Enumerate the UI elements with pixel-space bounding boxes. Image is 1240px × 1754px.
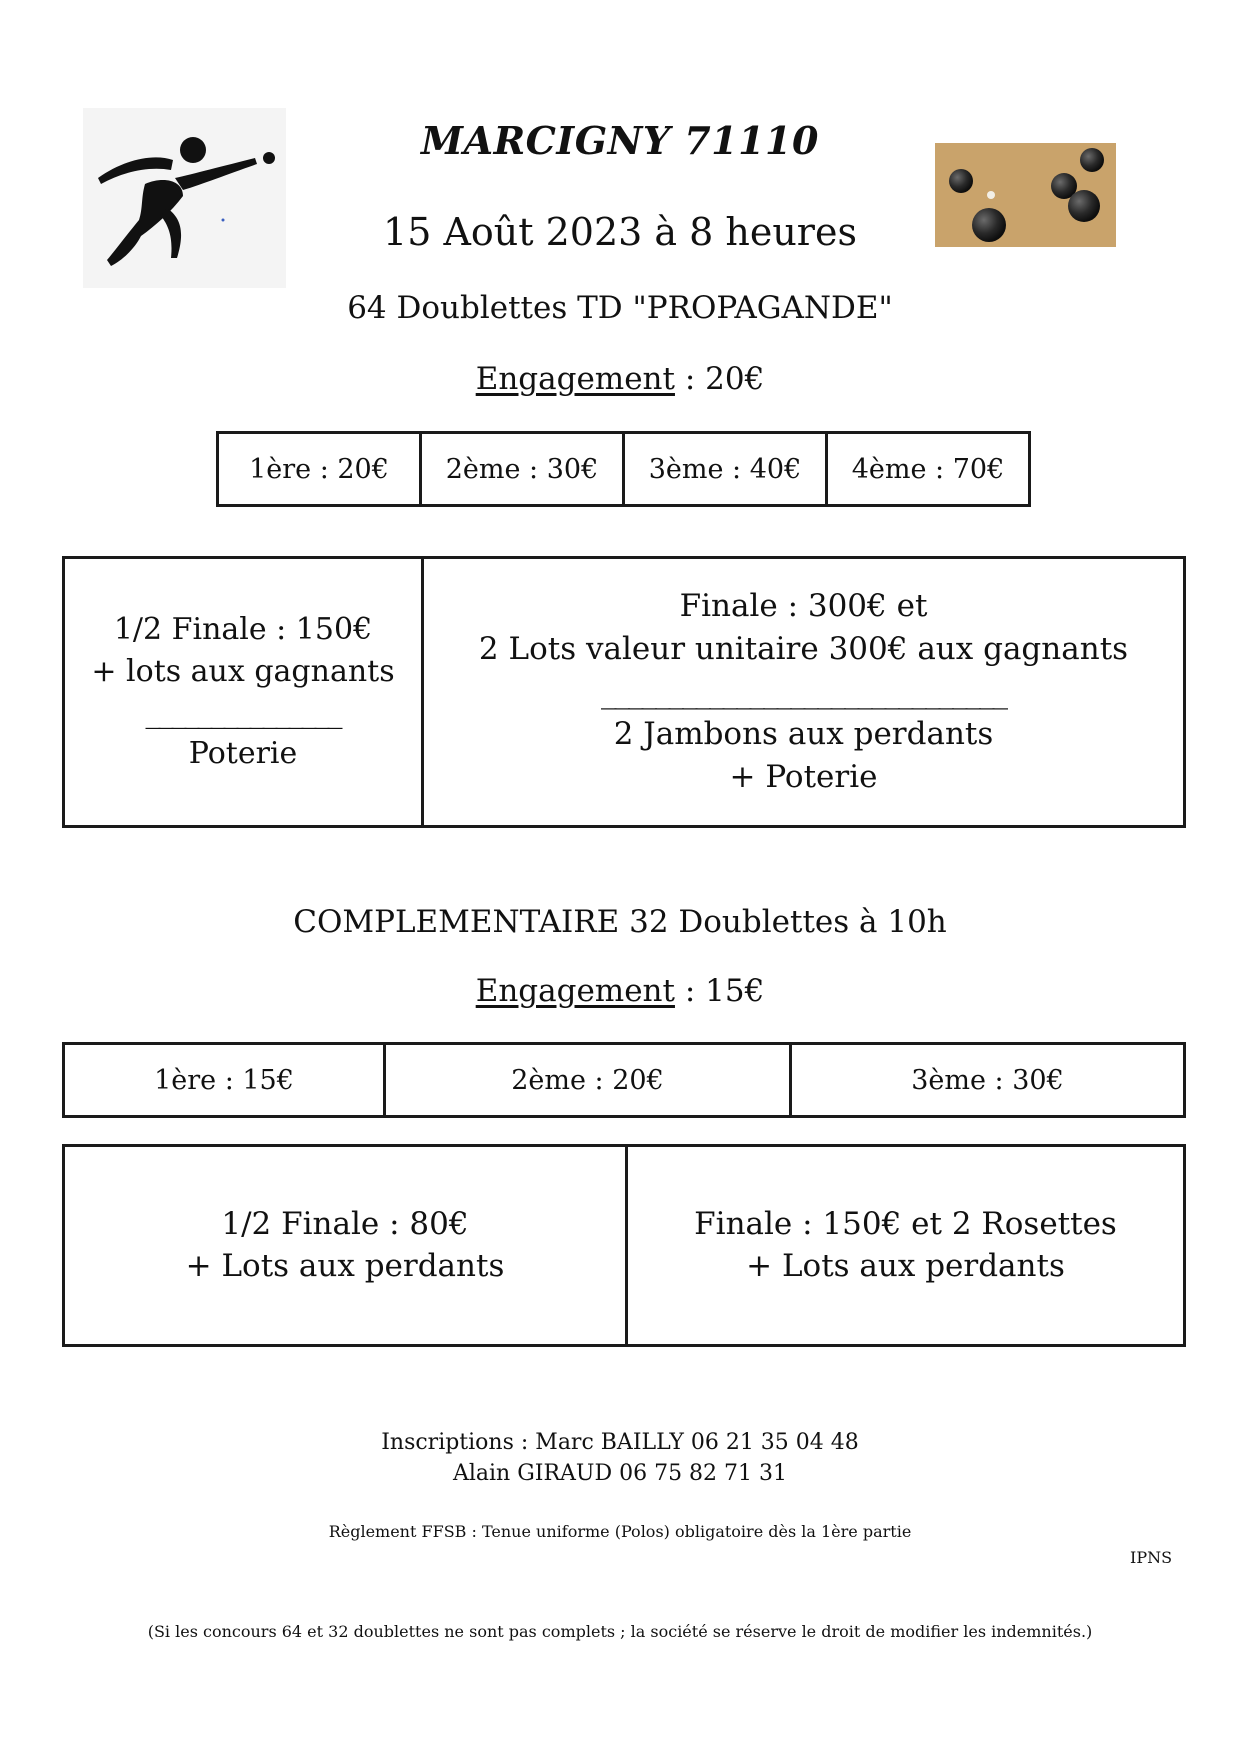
engagement-value: : 15€	[674, 973, 765, 1009]
complementaire-places-table	[62, 1042, 1186, 1118]
inscriptions-contact-1: Inscriptions : Marc BAILLY 06 21 35 04 48	[381, 1430, 859, 1455]
place-3: 3ème : 30€	[791, 1044, 1185, 1117]
semi-final-lots: + Lots aux perdants	[185, 1247, 505, 1284]
engagement-label: Engagement	[475, 973, 675, 1009]
separator-line: _______________	[145, 695, 341, 730]
semi-final-lots: + lots aux gagnants	[91, 653, 395, 689]
final-poterie: + Poterie	[729, 759, 878, 796]
separator-line: ______________________________	[601, 673, 1006, 710]
place-3: 3ème : 40€	[624, 433, 827, 506]
final-prize: Finale : 150€ et 2 Rosettes	[694, 1205, 1117, 1242]
inscriptions-contact-2: Alain GIRAUD 06 75 82 71 31	[452, 1460, 788, 1486]
petanque-player-icon	[83, 108, 286, 288]
place-1: 1ère : 20€	[218, 433, 421, 506]
main-finals-table	[62, 556, 1186, 828]
final-jambons: 2 Jambons aux perdants	[613, 716, 994, 753]
ipns-mark: IPNS	[1130, 1548, 1173, 1567]
complementaire-title: COMPLEMENTAIRE 32 Doublettes à 10h	[293, 904, 947, 940]
semi-final-cell	[64, 558, 423, 827]
disclaimer-note: (Si les concours 64 et 32 doublettes ne sont pas complets ; la société se réserve le droit de modifier les indemnités.)	[147, 1622, 1093, 1641]
semi-final-prize: 1/2 Finale : 80€	[221, 1205, 469, 1242]
main-places-table	[216, 431, 1031, 507]
engagement-label: Engagement	[475, 361, 675, 397]
complementaire-finals-table	[62, 1144, 1186, 1347]
complementaire-engagement	[320, 973, 920, 1009]
town-title: MARCIGNY 71110	[421, 118, 819, 163]
main-engagement	[320, 361, 920, 397]
semi-final-cell	[64, 1146, 627, 1346]
semi-final-poterie: Poterie	[188, 736, 298, 772]
event-date: 15 Août 2023 à 8 heures	[383, 210, 857, 254]
reglement-note: Règlement FFSB : Tenue uniforme (Polos) obligatoire dès la 1ère partie	[328, 1522, 912, 1541]
engagement-value: : 20€	[674, 361, 765, 397]
semi-final-prize: 1/2 Finale : 150€	[113, 612, 373, 648]
place-2: 2ème : 30€	[421, 433, 624, 506]
final-lots: 2 Lots valeur unitaire 300€ aux gagnants	[478, 630, 1129, 667]
final-cell	[627, 1146, 1185, 1346]
petanque-boules-photo	[935, 143, 1116, 247]
inscriptions	[340, 1428, 900, 1490]
final-prize: Finale : 300€ et	[679, 588, 928, 625]
final-cell	[423, 558, 1185, 827]
place-1: 1ère : 15€	[64, 1044, 385, 1117]
place-4: 4ème : 70€	[827, 433, 1030, 506]
place-2: 2ème : 20€	[385, 1044, 791, 1117]
main-contest-title: 64 Doublettes TD "PROPAGANDE"	[347, 290, 893, 326]
final-lots: + Lots aux perdants	[746, 1247, 1065, 1284]
